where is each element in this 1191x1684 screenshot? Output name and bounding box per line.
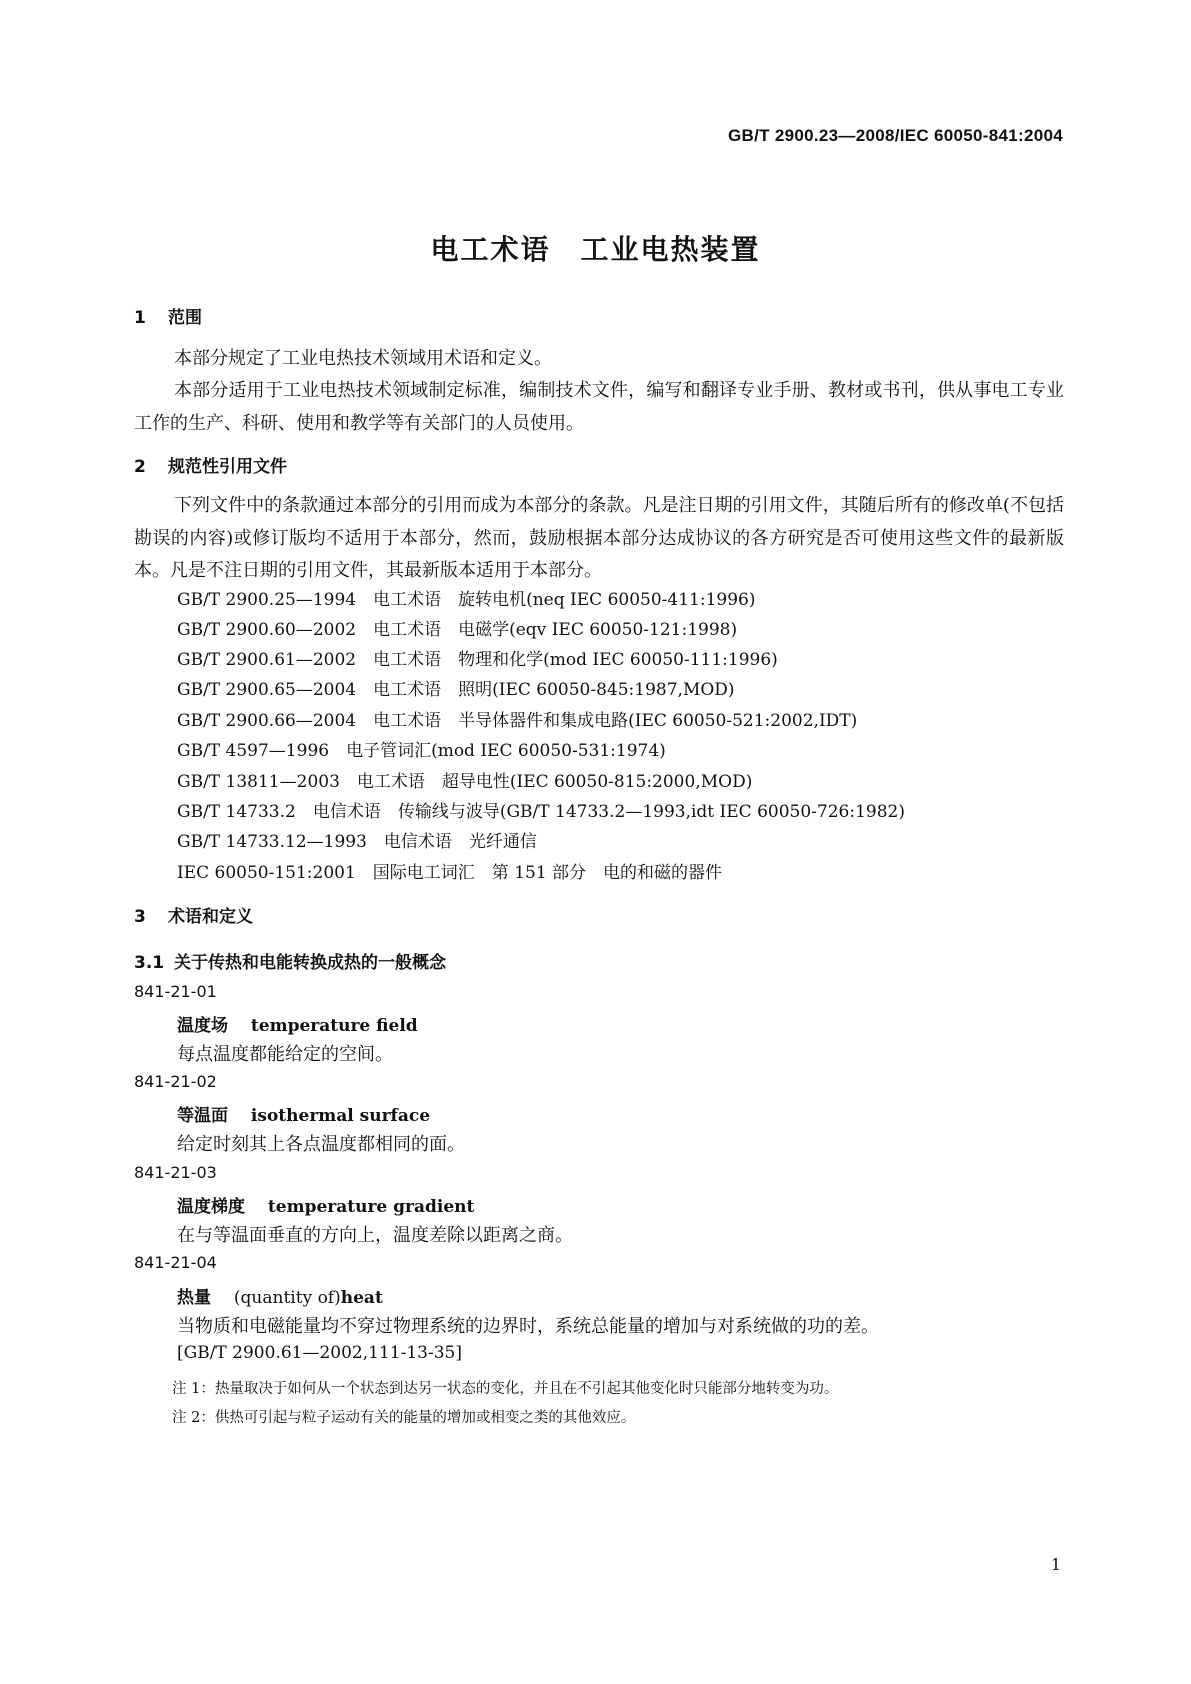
term-entry [177, 1011, 418, 1036]
section-number: 3 [134, 907, 146, 927]
standard-number: GB/T 2900.23—2008/IEC 60050-841:2004 [728, 126, 1063, 145]
section-title: 规范性引用文件 [168, 457, 287, 477]
term-english: temperature field [250, 1016, 418, 1036]
section-number: 2 [134, 457, 146, 477]
reference-item: IEC 60050-151:2001 国际电工词汇 第 151 部分 电的和磁的器件 [177, 863, 723, 883]
term-english-prefix: (quantity of) [233, 1288, 341, 1308]
term-english: heat [340, 1288, 383, 1308]
term-id: 841-21-03 [134, 1163, 217, 1182]
references-paragraph: 下列文件中的条款通过本部分的引用而成为本部分的条款。凡是注日期的引用文件，其随后所有的修改单(不包括勘误的内容)或修订版均不适用于本部分，然而，鼓励根据本部分达成协议的各方研究是否可使用这些文件的最新版本。凡是不注日期的引用文件，其最新版本适用于本部分。 [134, 495, 1064, 581]
reference-item: GB/T 14733.12—1993 电信术语 光纤通信 [177, 832, 537, 852]
reference-item: GB/T 13811—2003 电工术语 超导电性(IEC 60050-815:2000,MOD) [177, 772, 753, 792]
subsection-number: 3.1 [134, 953, 165, 973]
document-title: 电工术语 工业电热装置 [430, 233, 761, 266]
reference-item: GB/T 2900.65—2004 电工术语 照明(IEC 60050-845:1987,MOD) [177, 680, 735, 700]
section-heading-scope [134, 303, 202, 328]
term-entry [177, 1192, 474, 1217]
reference-item: GB/T 2900.25—1994 电工术语 旋转电机(neq IEC 60050-411:1996) [177, 590, 756, 610]
term-english: isothermal surface [250, 1106, 431, 1126]
term-definition: 在与等温面垂直的方向上，温度差除以距离之商。 [177, 1225, 573, 1246]
reference-item: GB/T 2900.61—2002 电工术语 物理和化学(mod IEC 60050-111:1996) [177, 650, 778, 670]
term-definition: 给定时刻其上各点温度都相同的面。 [177, 1134, 465, 1155]
term-chinese: 温度梯度 [177, 1197, 245, 1217]
term-note: 注 1：热量取决于如何从一个状态到达另一状态的变化，并且在不引起其他变化时只能部分地转变为功。 [172, 1381, 839, 1397]
term-id: 841-21-01 [134, 982, 217, 1001]
subsection-heading [134, 948, 446, 973]
term-chinese: 热量 [177, 1288, 211, 1308]
section-number: 1 [134, 308, 146, 328]
scope-paragraph-2: 本部分适用于工业电热技术领域制定标准，编制技术文件，编写和翻译专业手册、教材或书刊，供从事电工专业工作的生产、科研、使用和教学等有关部门的人员使用。 [134, 380, 1064, 434]
term-chinese: 等温面 [177, 1106, 228, 1126]
term-entry [177, 1283, 383, 1308]
term-id: 841-21-02 [134, 1072, 217, 1091]
term-definition: 当物质和电磁能量均不穿过物理系统的边界时，系统总能量的增加与对系统做的功的差。 [177, 1316, 879, 1337]
term-id: 841-21-04 [134, 1253, 217, 1272]
term-definition: 每点温度都能给定的空间。 [177, 1044, 393, 1065]
term-source: [GB/T 2900.61—2002,111-13-35] [177, 1343, 462, 1363]
page-number: 1 [1050, 1555, 1061, 1574]
term-entry [177, 1101, 430, 1126]
term-note: 注 2：供热可引起与粒子运动有关的能量的增加或相变之类的其他效应。 [172, 1410, 636, 1426]
reference-item: GB/T 4597—1996 电子管词汇(mod IEC 60050-531:1974) [177, 741, 666, 761]
section-title: 术语和定义 [168, 907, 253, 927]
reference-item: GB/T 14733.2 电信术语 传输线与波导(GB/T 14733.2—1993,idt IEC 60050-726:1982) [177, 802, 905, 822]
scope-paragraph-1: 本部分规定了工业电热技术领域用术语和定义。 [174, 348, 552, 369]
section-title: 范围 [168, 308, 202, 328]
reference-item: GB/T 2900.66—2004 电工术语 半导体器件和集成电路(IEC 60050-521:2002,IDT) [177, 711, 858, 731]
reference-item: GB/T 2900.60—2002 电工术语 电磁学(eqv IEC 60050-121:1998) [177, 620, 738, 640]
term-english: temperature gradient [267, 1197, 475, 1217]
term-chinese: 温度场 [177, 1016, 228, 1036]
subsection-title: 关于传热和电能转换成热的一般概念 [174, 953, 446, 973]
section-heading-terms [134, 902, 253, 927]
section-heading-normative-references [134, 452, 287, 477]
